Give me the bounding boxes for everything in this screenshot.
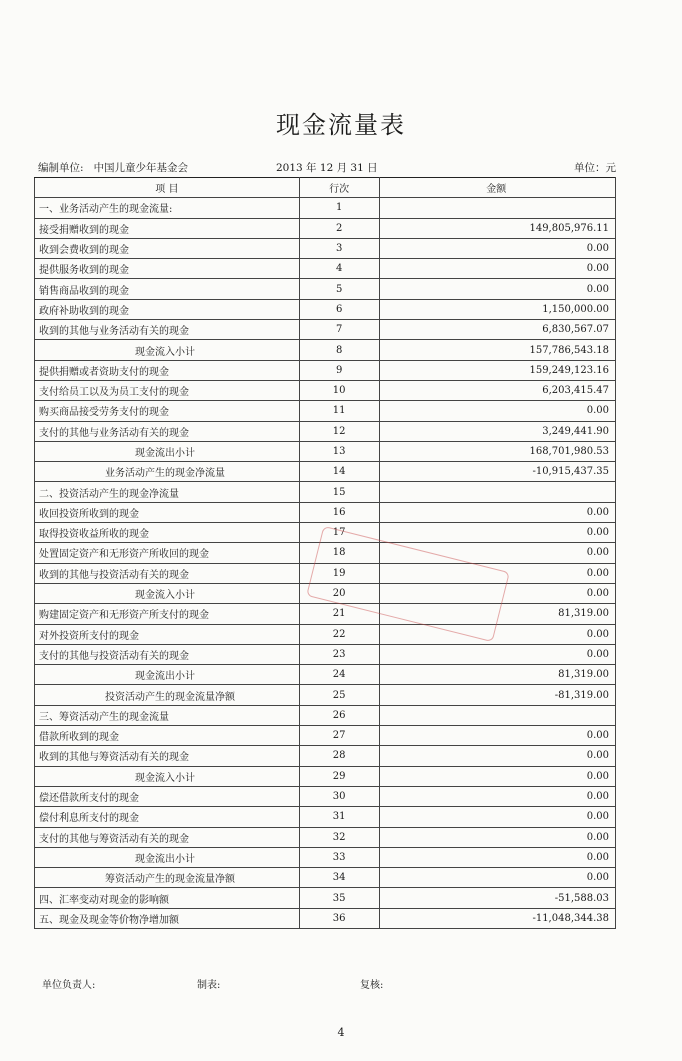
row-line-number: 18 [299, 543, 379, 563]
row-amount [379, 482, 615, 502]
row-line-number: 27 [299, 726, 379, 746]
row-item: 现金流出小计 [35, 847, 300, 867]
table-row [35, 401, 616, 421]
row-amount: 0.00 [379, 644, 615, 664]
table-row [35, 888, 616, 908]
preparer-label: 制表: [197, 980, 221, 991]
row-amount: 0.00 [379, 401, 615, 421]
row-line-number: 2 [299, 218, 379, 238]
row-item: 取得投资收益所收的现金 [35, 523, 300, 543]
table-row [35, 462, 616, 482]
row-line-number: 33 [299, 847, 379, 867]
row-amount [379, 705, 615, 725]
row-line-number: 10 [299, 380, 379, 400]
row-line-number: 11 [299, 401, 379, 421]
row-amount: 3,249,441.90 [379, 421, 615, 441]
row-line-number: 29 [299, 766, 379, 786]
row-line-number: 17 [299, 523, 379, 543]
header-line: 行次 [299, 178, 379, 198]
reviewer-label: 复核: [360, 980, 384, 991]
row-amount: 6,830,567.07 [379, 320, 615, 340]
table-row [35, 726, 616, 746]
row-line-number: 35 [299, 888, 379, 908]
header-amount: 金额 [379, 178, 615, 198]
row-line-number: 3 [299, 238, 379, 258]
report-meta [38, 160, 616, 174]
row-line-number: 30 [299, 786, 379, 806]
row-amount: 0.00 [379, 259, 615, 279]
table-body [35, 198, 616, 929]
row-item: 收到会费收到的现金 [35, 238, 300, 258]
row-item: 提供捐赠或者资助支付的现金 [35, 360, 300, 380]
row-amount: 0.00 [379, 847, 615, 867]
row-amount: 0.00 [379, 624, 615, 644]
table-row [35, 218, 616, 238]
row-item: 一、业务活动产生的现金流量: [35, 198, 300, 218]
table-row [35, 827, 616, 847]
row-amount: 0.00 [379, 502, 615, 522]
report-unit: 单位：元 [574, 162, 616, 174]
row-amount: 0.00 [379, 786, 615, 806]
row-item: 五、现金及现金等价物净增加额 [35, 908, 300, 928]
row-item: 收回投资所收到的现金 [35, 502, 300, 522]
row-amount: 0.00 [379, 523, 615, 543]
row-item: 对外投资所支付的现金 [35, 624, 300, 644]
row-line-number: 26 [299, 705, 379, 725]
row-item: 三、筹资活动产生的现金流量 [35, 705, 300, 725]
table-row [35, 847, 616, 867]
row-item: 支付的其他与投资活动有关的现金 [35, 644, 300, 664]
row-line-number: 5 [299, 279, 379, 299]
table-row [35, 665, 616, 685]
row-item: 借款所收到的现金 [35, 726, 300, 746]
row-amount: 0.00 [379, 827, 615, 847]
row-item: 支付的其他与业务活动有关的现金 [35, 421, 300, 441]
row-line-number: 7 [299, 320, 379, 340]
row-line-number: 22 [299, 624, 379, 644]
row-item: 二、投资活动产生的现金净流量 [35, 482, 300, 502]
table-row [35, 299, 616, 319]
row-amount: -81,319.00 [379, 685, 615, 705]
row-line-number: 12 [299, 421, 379, 441]
row-amount: 6,203,415.47 [379, 380, 615, 400]
row-amount: 81,319.00 [379, 604, 615, 624]
responsible-label: 单位负责人: [42, 980, 96, 991]
row-line-number: 19 [299, 563, 379, 583]
row-amount: 0.00 [379, 543, 615, 563]
row-item: 现金流入小计 [35, 766, 300, 786]
row-amount: 0.00 [379, 868, 615, 888]
table-row [35, 543, 616, 563]
table-row [35, 766, 616, 786]
row-line-number: 34 [299, 868, 379, 888]
signature-line [42, 976, 602, 990]
table-row [35, 279, 616, 299]
row-item: 现金流入小计 [35, 340, 300, 360]
row-line-number: 6 [299, 299, 379, 319]
row-item: 政府补助收到的现金 [35, 299, 300, 319]
org-info [38, 160, 188, 175]
row-item: 现金流出小计 [35, 441, 300, 461]
table-row [35, 380, 616, 400]
row-amount: -51,588.03 [379, 888, 615, 908]
table-row [35, 583, 616, 603]
row-line-number: 1 [299, 198, 379, 218]
org-label: 编制单位: [38, 162, 84, 174]
row-line-number: 23 [299, 644, 379, 664]
row-line-number: 16 [299, 502, 379, 522]
row-line-number: 28 [299, 746, 379, 766]
row-amount: 0.00 [379, 279, 615, 299]
row-line-number: 36 [299, 908, 379, 928]
table-row [35, 705, 616, 725]
row-item: 偿付利息所支付的现金 [35, 807, 300, 827]
row-item: 支付给员工以及为员工支付的现金 [35, 380, 300, 400]
row-line-number: 31 [299, 807, 379, 827]
row-line-number: 24 [299, 665, 379, 685]
table-row [35, 421, 616, 441]
row-line-number: 15 [299, 482, 379, 502]
row-amount: 0.00 [379, 563, 615, 583]
table-row [35, 807, 616, 827]
table-row [35, 786, 616, 806]
table-row [35, 441, 616, 461]
row-amount: 1,150,000.00 [379, 299, 615, 319]
row-amount [379, 198, 615, 218]
table-header-row [35, 178, 616, 198]
table-row [35, 340, 616, 360]
table-row [35, 868, 616, 888]
row-amount: 0.00 [379, 583, 615, 603]
row-amount: 0.00 [379, 726, 615, 746]
row-item: 接受捐赠收到的现金 [35, 218, 300, 238]
row-item: 筹资活动产生的现金流量净额 [35, 868, 300, 888]
table-row [35, 604, 616, 624]
row-item: 收到的其他与筹资活动有关的现金 [35, 746, 300, 766]
table-row [35, 360, 616, 380]
row-amount: 157,786,543.18 [379, 340, 615, 360]
org-name: 中国儿童少年基金会 [93, 162, 189, 174]
table-row [35, 259, 616, 279]
row-amount: -10,915,437.35 [379, 462, 615, 482]
table-row [35, 320, 616, 340]
table-row [35, 908, 616, 928]
row-amount: 168,701,980.53 [379, 441, 615, 461]
row-item: 现金流入小计 [35, 583, 300, 603]
row-item: 四、汇率变动对现金的影响额 [35, 888, 300, 908]
row-item: 投资活动产生的现金流量净额 [35, 685, 300, 705]
row-line-number: 13 [299, 441, 379, 461]
table-row [35, 238, 616, 258]
row-item: 业务活动产生的现金净流量 [35, 462, 300, 482]
row-amount: 149,805,976.11 [379, 218, 615, 238]
row-line-number: 9 [299, 360, 379, 380]
row-line-number: 21 [299, 604, 379, 624]
page-number: 4 [337, 1026, 345, 1039]
table-row [35, 502, 616, 522]
row-item: 收到的其他与业务活动有关的现金 [35, 320, 300, 340]
row-amount: -11,048,344.38 [379, 908, 615, 928]
page-title: 现金流量表 [276, 111, 406, 139]
header-item: 项 目 [35, 178, 300, 198]
row-line-number: 4 [299, 259, 379, 279]
row-line-number: 20 [299, 583, 379, 603]
table-row [35, 644, 616, 664]
row-item: 购买商品接受劳务支付的现金 [35, 401, 300, 421]
row-line-number: 14 [299, 462, 379, 482]
row-amount: 0.00 [379, 238, 615, 258]
row-item: 收到的其他与投资活动有关的现金 [35, 563, 300, 583]
row-amount: 0.00 [379, 746, 615, 766]
row-item: 购建固定资产和无形资产所支付的现金 [35, 604, 300, 624]
row-item: 支付的其他与筹资活动有关的现金 [35, 827, 300, 847]
cash-flow-table [34, 177, 616, 929]
table-row [35, 523, 616, 543]
report-date: 2013 年 12 月 31 日 [276, 162, 378, 174]
row-amount: 81,319.00 [379, 665, 615, 685]
table-row [35, 624, 616, 644]
row-amount: 0.00 [379, 766, 615, 786]
row-line-number: 8 [299, 340, 379, 360]
table-row [35, 482, 616, 502]
row-item: 处置固定资产和无形资产所收回的现金 [35, 543, 300, 563]
table-row [35, 746, 616, 766]
table-row [35, 563, 616, 583]
row-amount: 159,249,123.16 [379, 360, 615, 380]
row-item: 销售商品收到的现金 [35, 279, 300, 299]
row-item: 偿还借款所支付的现金 [35, 786, 300, 806]
row-line-number: 32 [299, 827, 379, 847]
row-amount: 0.00 [379, 807, 615, 827]
table-row [35, 685, 616, 705]
table-row [35, 198, 616, 218]
row-line-number: 25 [299, 685, 379, 705]
row-item: 现金流出小计 [35, 665, 300, 685]
row-item: 提供服务收到的现金 [35, 259, 300, 279]
